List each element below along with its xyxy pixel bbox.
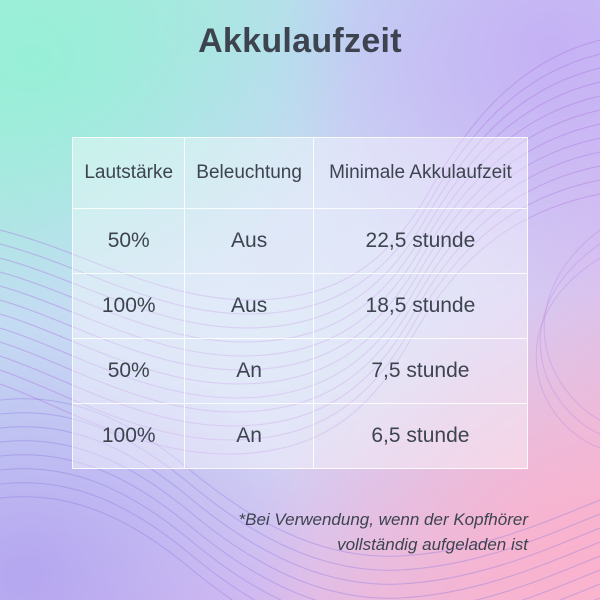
cell-volume: 100% bbox=[73, 274, 185, 339]
table-row bbox=[73, 404, 528, 469]
table-row bbox=[73, 274, 528, 339]
footnote: *Bei Verwendung, wenn der Kopfhörer vollständig aufgeladen ist bbox=[238, 510, 528, 554]
table-body bbox=[73, 209, 528, 469]
cell-battery-life: 6,5 stunde bbox=[313, 404, 527, 469]
table-row bbox=[73, 339, 528, 404]
battery-life-table bbox=[72, 137, 528, 469]
cell-battery-life: 7,5 stunde bbox=[313, 339, 527, 404]
table-header bbox=[73, 138, 528, 209]
table-header-row bbox=[73, 138, 528, 209]
cell-volume: 100% bbox=[73, 404, 185, 469]
column-header-volume: Lautstärke bbox=[73, 138, 185, 209]
column-header-lighting: Beleuchtung bbox=[185, 138, 313, 209]
cell-volume: 50% bbox=[73, 339, 185, 404]
cell-lighting: An bbox=[185, 404, 313, 469]
cell-lighting: Aus bbox=[185, 274, 313, 339]
data-table bbox=[72, 137, 528, 469]
page-title: Akkulaufzeit bbox=[198, 22, 402, 60]
column-header-min-battery-life: Minimale Akkulaufzeit bbox=[313, 138, 527, 209]
cell-lighting: An bbox=[185, 339, 313, 404]
cell-battery-life: 22,5 stunde bbox=[313, 209, 527, 274]
table-row bbox=[73, 209, 528, 274]
cell-volume: 50% bbox=[73, 209, 185, 274]
cell-battery-life: 18,5 stunde bbox=[313, 274, 527, 339]
cell-lighting: Aus bbox=[185, 209, 313, 274]
